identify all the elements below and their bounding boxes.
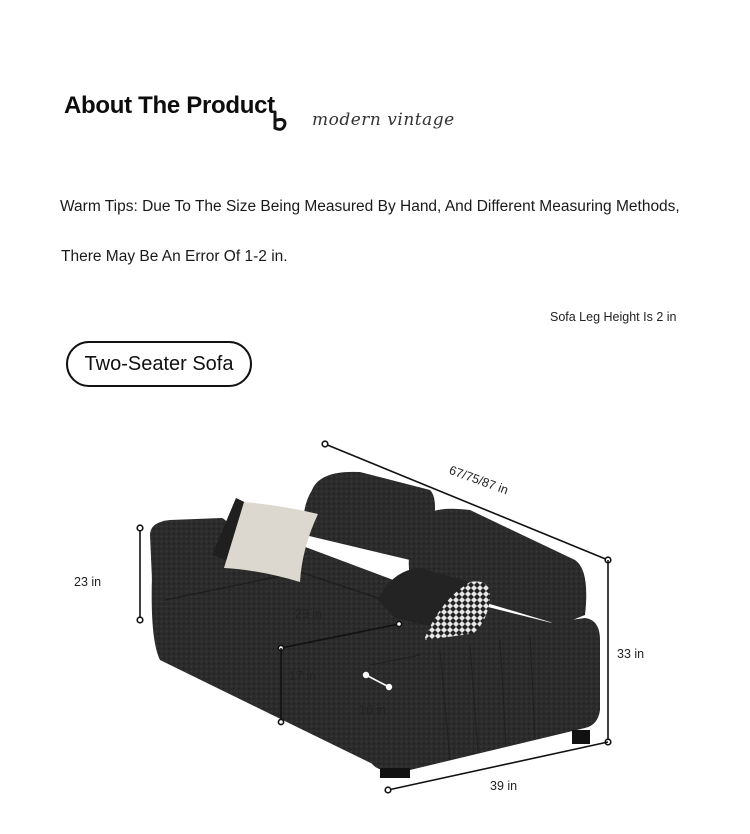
product-label-badge: Two-Seater Sofa xyxy=(66,341,252,387)
dim-label-depth: 39 in xyxy=(490,779,518,793)
dim-label-arm-height: 23 in xyxy=(74,575,102,589)
warm-tips-line-2: There May Be An Error Of 1-2 in. xyxy=(61,248,288,265)
dim-label-seat-width: 23 in xyxy=(295,607,323,621)
page-title: About The Product xyxy=(64,92,275,119)
dim-label-arm-width: 10 in xyxy=(359,703,387,717)
dim-label-total-height: 33 in xyxy=(617,647,645,661)
warm-tips-line-1: Warm Tips: Due To The Size Being Measured By Hand, And Different Measuring Methods, xyxy=(60,198,680,215)
brand-script-text: modern vintage xyxy=(312,110,455,130)
dim-label-length: 67/75/87 in xyxy=(447,463,511,498)
dim-label-seat-depth: 17 in xyxy=(289,669,317,683)
sofa-leg-height-note: Sofa Leg Height Is 2 in xyxy=(550,310,677,324)
